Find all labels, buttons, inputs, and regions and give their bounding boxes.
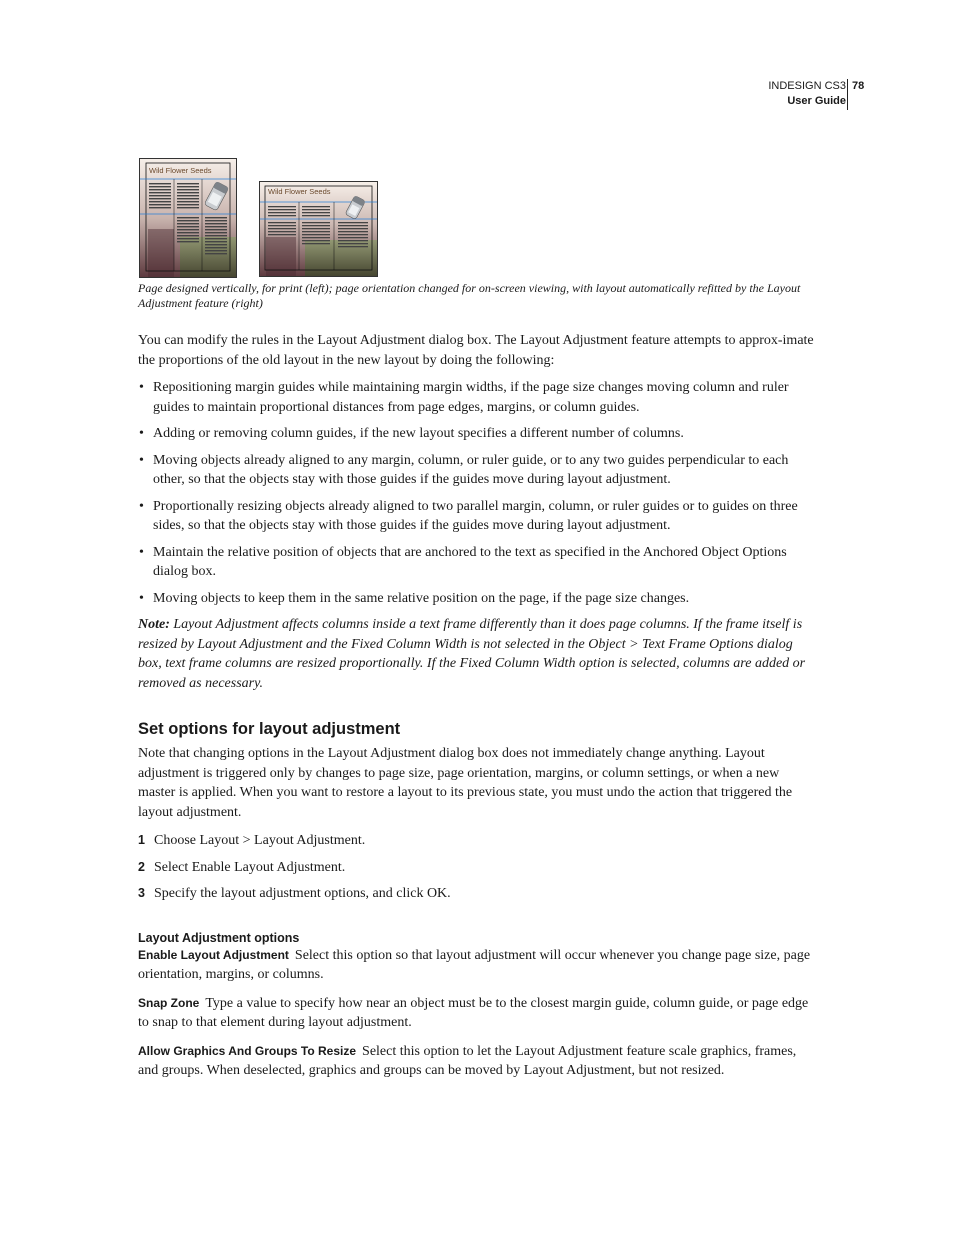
- intro-paragraph: You can modify the rules in the Layout Adjustment dialog box. The Layout Adjustment feature attempts to approx-imate the proportions of the old layout in the new layout by doing the following:: [138, 333, 814, 368]
- option-snap-zone: Snap Zone Type a value to specify how near an object must be to the closest margin guide, column guide, or page edge to snap to that element during layout adjustment.: [138, 995, 809, 1030]
- list-item: • Proportionally resizing objects already aligned to two parallel margin, column, or ruler guides or to guides on three sides, so that the objects stay with those guides if the guides move during layout adjustment.: [139, 498, 798, 533]
- options-heading: Layout Adjustment options: [138, 930, 300, 945]
- option-allow-graphics-resize: Allow Graphics And Groups To Resize Select this option to let the Layout Adjustment feature scale graphics, frames, and groups. When deselected, graphics and groups can be moved by Layout Adjustment, but not resized.: [138, 1043, 797, 1078]
- portrait-thumb-title: Wild Flower Seeds: [149, 166, 212, 175]
- option-enable-layout-adjustment: Enable Layout Adjustment Select this option so that layout adjustment will occur whenever you change page size, page orientation, margins, or columns.: [138, 947, 811, 982]
- section-paragraph: Note that changing options in the Layout Adjustment dialog box does not immediately change anything. Layout adjustment is triggered only by changes to page size, page orientation, margins, or column settings, or when a new master is applied. When you want to restore a layout to its previous state, you must undo the action that triggered the layout adjustment.: [138, 746, 793, 820]
- note-text: Layout Adjustment affects columns inside a text frame differently than it does page columns. If the frame itself is resized by Layout Adjustment and the Fixed Column Width is not selected in the Object > Text Frame Options dialog box, text frame columns are resized proportionally. If the Fixed Column Width option is selected, columns are added or removed as necessary.: [138, 617, 806, 691]
- list-item: • Adding or removing column guides, if the new layout specifies a different number of columns.: [139, 426, 684, 441]
- page-number: 78: [847, 79, 864, 110]
- section-heading: Set options for layout adjustment: [138, 720, 401, 738]
- running-header: [768, 79, 846, 109]
- portrait-page-illustration: [140, 159, 236, 277]
- list-item: • Moving objects already aligned to any margin, column, or ruler guide, or to any two guides perpendicular to each other, so that the objects stay with those guides if the guides move during layout adjustment.: [139, 452, 789, 487]
- header-guide: User Guide: [787, 95, 846, 107]
- layout-figure: [139, 158, 379, 278]
- step-item: 3 Specify the layout adjustment options, and click OK.: [138, 886, 451, 901]
- steps-list: [138, 831, 816, 904]
- note-paragraph: [138, 615, 816, 693]
- list-item: • Moving objects to keep them in the same relative position on the page, if the page size changes.: [139, 590, 690, 606]
- landscape-page-thumbnail: [259, 181, 378, 277]
- landscape-thumb-title: Wild Flower Seeds: [268, 187, 331, 196]
- main-content: [138, 331, 816, 1090]
- landscape-page-illustration: [260, 182, 377, 276]
- note-label: Note:: [138, 617, 170, 632]
- portrait-page-thumbnail: [139, 158, 237, 278]
- list-item: • Repositioning margin guides while maintaining margin widths, if the page size changes moving column and ruler guides to maintain proportional distances from page edges, margins, or column guides.: [139, 380, 789, 415]
- adjustment-bullet-list: [138, 378, 816, 608]
- step-item: 1 Choose Layout > Layout Adjustment.: [138, 833, 366, 848]
- list-item: • Maintain the relative position of objects that are anchored to the text as specified in the Anchored Object Options dialog box.: [139, 544, 787, 579]
- figure-caption: Page designed vertically, for print (left); page orientation changed for on-screen viewing, with layout automatically refitted by the Layout Adjustment feature (right): [138, 281, 801, 310]
- header-product: INDESIGN CS3: [768, 80, 846, 92]
- step-item: 2 Select Enable Layout Adjustment.: [138, 859, 346, 875]
